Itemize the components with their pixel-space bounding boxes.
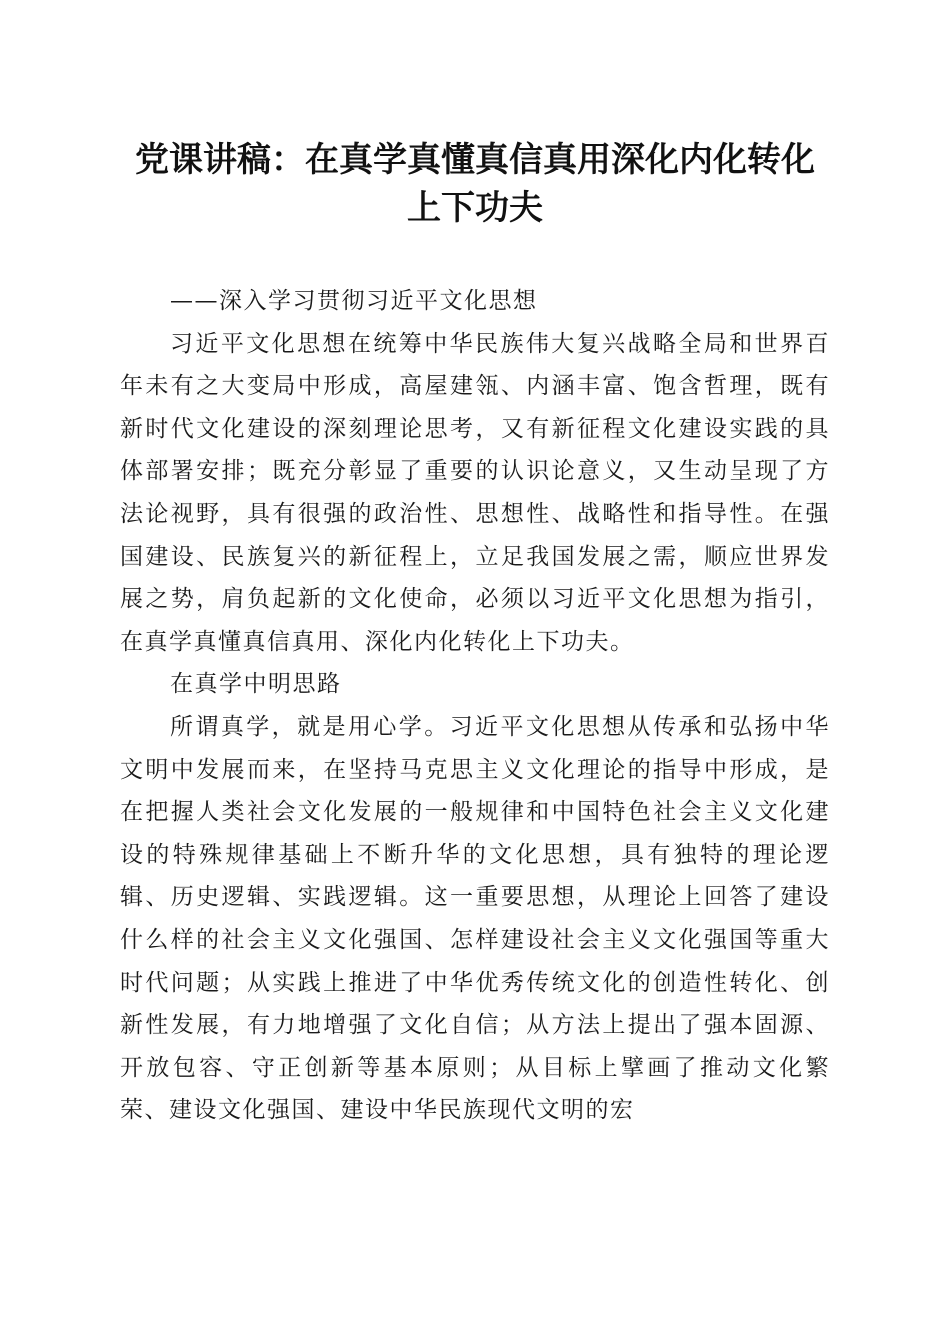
document-body bbox=[120, 280, 830, 1132]
title-line-1: 党课讲稿：在真学真懂真信真用深化内化转化 bbox=[135, 140, 815, 180]
section-heading: 在真学中明思路 bbox=[170, 671, 342, 698]
document-title bbox=[110, 136, 840, 232]
subtitle-paragraph: ——深入学习贯彻习近平文化思想 bbox=[170, 288, 538, 314]
title-line-2: 上下功夫 bbox=[407, 188, 543, 228]
intro-paragraph: 习近平文化思想在统筹中华民族伟大复兴战略全局和世界百年未有之大变局中形成，高屋建瓴、内涵丰富、饱含哲理，既有新时代文化建设的深刻理论思考，又有新征程文化建设实践的具体部署安排；既充分彰显了重要的认识论意义，又生动呈现了方法论视野，具有很强的政治性、思想性、战略性和指导性。在强国建设、民族复兴的新征程上，立足我国发展之需，顺应世界发展之势，肩负起新的文化使命，必须以习近平文化思想为指引，在真学真懂真信真用、深化内化转化上下功夫。 bbox=[120, 330, 830, 655]
section-paragraph: 所谓真学，就是用心学。习近平文化思想从传承和弘扬中华文明中发展而来，在坚持马克思主义文化理论的指导中形成，是在把握人类社会文化发展的一般规律和中国特色社会主义文化建设的特殊规律基础上不断升华的文化思想，具有独特的理论逻辑、历史逻辑、实践逻辑。这一重要思想，从理论上回答了建设什么样的社会主义文化强国、怎样建设社会主义文化强国等重大时代问题；从实践上推进了中华优秀传统文化的创造性转化、创新性发展，有力地增强了文化自信；从方法上提出了强本固源、开放包容、守正创新等基本原则；从目标上擘画了推动文化繁荣、建设文化强国、建设中华民族现代文明的宏 bbox=[120, 713, 830, 1124]
